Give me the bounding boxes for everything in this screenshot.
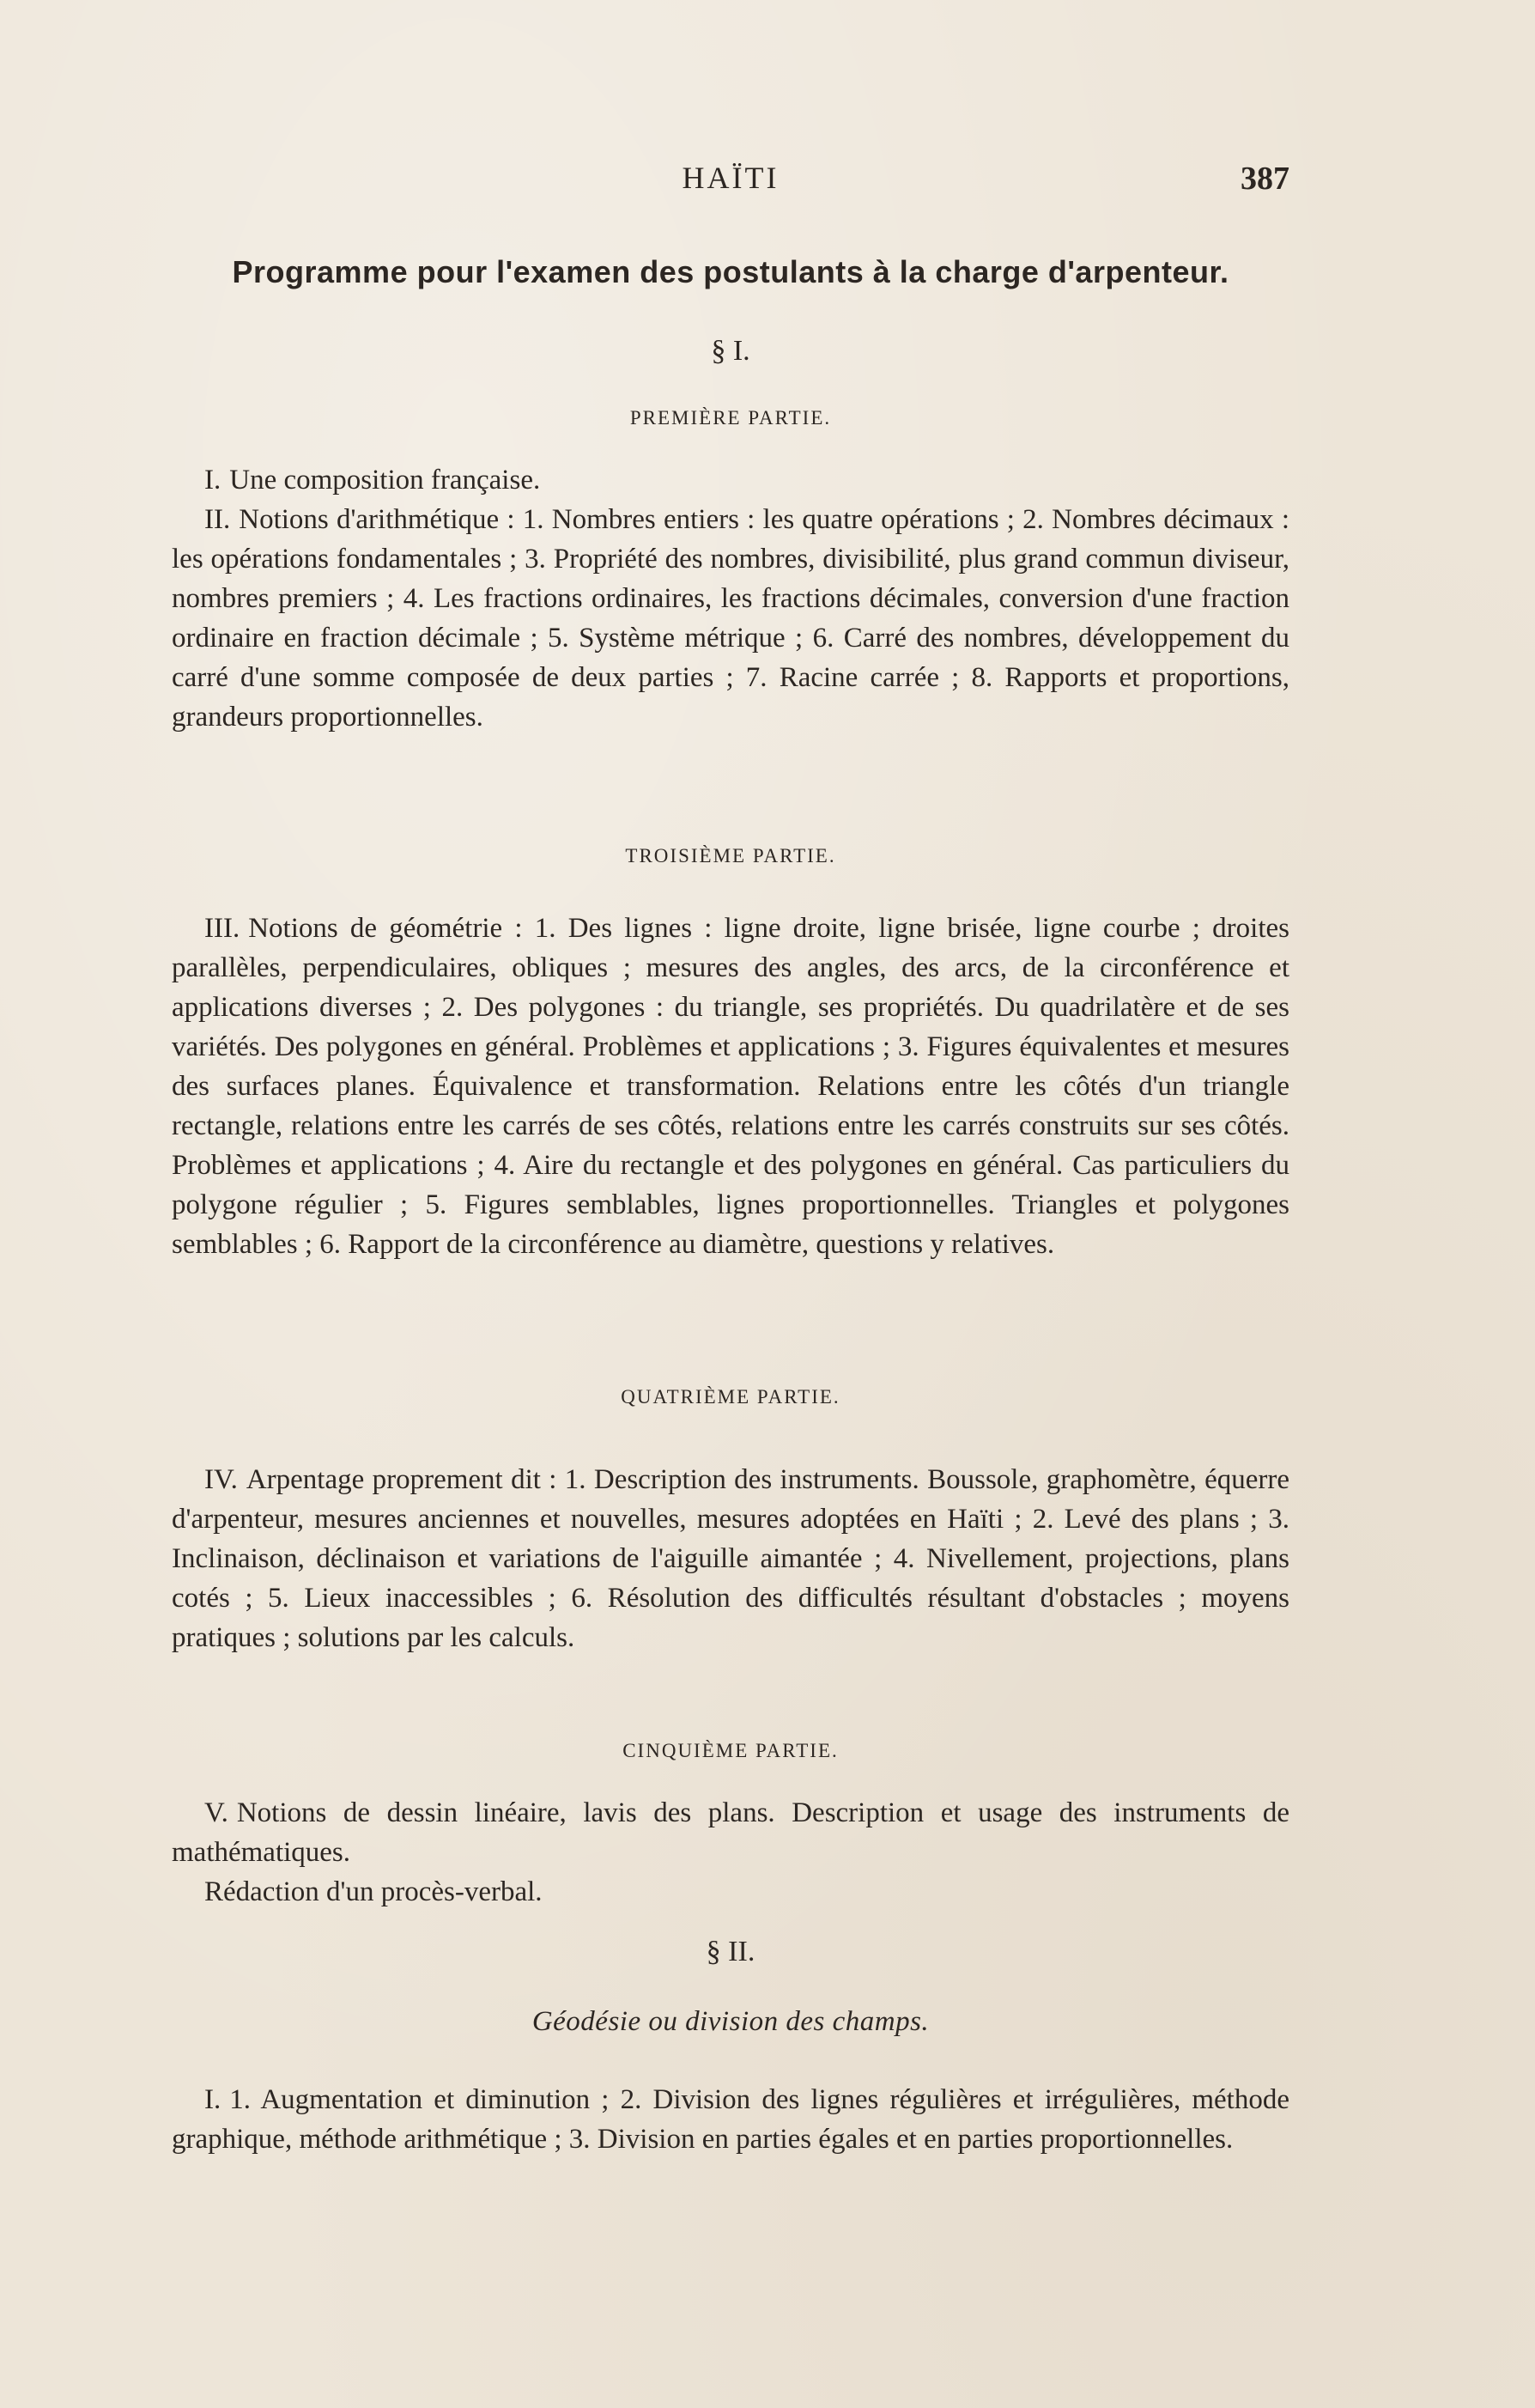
part-5-body [172, 1793, 1289, 1912]
item-text: Une composition française. [229, 465, 541, 496]
item-text: 1. Augmentation et diminution ; 2. Division des lignes régulières et irrégulières, méthode graphique, méthode arithmétique ; 3. Division en parties égales et en parties proportionnelles. [172, 2084, 1289, 2155]
item-4 [172, 1460, 1289, 1657]
section-2-mark: § II. [706, 1936, 755, 1967]
running-title: HAÏTI [682, 161, 780, 195]
item-label: I. [204, 2084, 221, 2115]
item-label: I. [204, 465, 221, 496]
part-1-heading: PREMIÈRE PARTIE. [629, 407, 832, 429]
item-text: Arpentage proprement dit : 1. Description des instruments. Boussole, graphomètre, équerre d'arpenteur, mesures anciennes et nouvelles, mesures adoptées en Haïti ; 2. Levé des plans ; 3. Inclinaison, déclinaison et variations de l'aiguille aimantée ; 4. Nivellement, projections, plans cotés ; 5. Lieux inaccessibles ; 6. Résolution des difficultés résultant d'obstacles ; moyens pratiques ; solutions par les calculs. [172, 1464, 1289, 1653]
page-number: 387 [1241, 161, 1289, 197]
item-3 [172, 909, 1289, 1264]
part-4-body [172, 1460, 1289, 1657]
item-text: Notions de géométrie : 1. Des lignes : ligne droite, ligne brisée, ligne courbe ; droites parallèles, perpendiculaires, obliques ; mesures des angles, des arcs, de la circonférence et applications diverses ; 2. Des polygones : du triangle, ses propriétés. Du quadrilatère et de ses variétés. Des polygones en général. Problèmes et applications ; 3. Figures équivalentes et mesures des surfaces planes. Équivalence et transformation. Relations entre les côtés d'un triangle rectangle, relations entre les carrés de ses côtés, relations entre les carrés construits sur ses côtés. Problèmes et applications ; 4. Aire du rectangle et des polygones en général. Cas particuliers du polygone régulier ; 5. Figures semblables, lignes proportionnelles. Triangles et polygones semblables ; 6. Rapport de la circonférence au diamètre, questions y relatives. [172, 913, 1289, 1260]
section-2-heading: Géodésie ou division des champs. [531, 2006, 930, 2037]
part-1-body [172, 460, 1289, 737]
part-3-body [172, 909, 1289, 1264]
item-text: Notions de dessin linéaire, lavis des plans. Description et usage des instruments de mathématiques. [172, 1797, 1289, 1868]
geodesy-item-1 [172, 2080, 1289, 2159]
document-title: Programme pour l'examen des postulants à la charge d'arpenteur. [232, 254, 1229, 289]
item-5 [172, 1793, 1289, 1872]
item-label: II. [204, 504, 231, 535]
item-text: Notions d'arithmétique : 1. Nombres entiers : les quatre opérations ; 2. Nombres décimaux : les opérations fondamentales ; 3. Propriété des nombres, divisibilité, plus grand commun diviseur, nombres premiers ; 4. Les fractions ordinaires, les fractions décimales, conversion d'une fraction ordinaire en fraction décimale ; 5. Système métrique ; 6. Carré des nombres, développement du carré d'une somme composée de deux parties ; 7. Racine carrée ; 8. Rapports et proportions, grandeurs proportionnelles. [172, 504, 1289, 733]
item-label: IV. [204, 1464, 238, 1495]
item-label: III. [204, 913, 240, 944]
part-3-heading: TROISIÈME PARTIE. [625, 845, 836, 867]
section-1-mark: § I. [711, 335, 750, 367]
item-5-extra: Rédaction d'un procès-verbal. [204, 1876, 543, 1907]
part-4-heading: QUATRIÈME PARTIE. [621, 1386, 840, 1408]
item-1 [172, 460, 1289, 500]
section-2-body [172, 2080, 1289, 2159]
item-label: V. [204, 1797, 228, 1828]
item-2 [172, 500, 1289, 737]
running-head [172, 160, 1289, 211]
part-5-heading: CINQUIÈME PARTIE. [622, 1740, 839, 1761]
